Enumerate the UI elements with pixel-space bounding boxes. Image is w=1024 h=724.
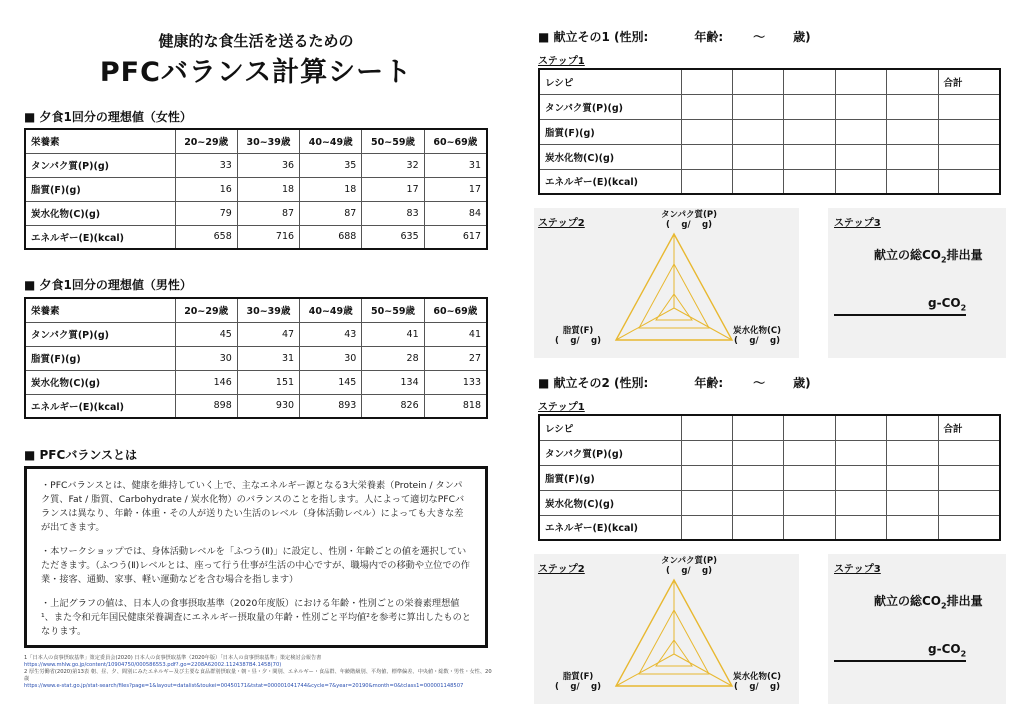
footnotes <box>24 655 492 690</box>
input-cell[interactable] <box>732 490 783 515</box>
value-cell: 27 <box>424 346 487 370</box>
value-cell: 658 <box>175 225 237 249</box>
header-cell: 30~39歳 <box>237 298 299 322</box>
recipe-row-label: レシピ <box>539 415 681 440</box>
header-cell: 20~29歳 <box>175 298 237 322</box>
header-cell: 栄養素 <box>25 298 175 322</box>
value-cell: 145 <box>300 370 362 394</box>
row-label: 脂質(F)(g) <box>25 346 175 370</box>
input-cell[interactable] <box>784 119 835 144</box>
value-cell: 45 <box>175 322 237 346</box>
total-header: 合計 <box>938 69 1000 94</box>
value-cell: 43 <box>300 322 362 346</box>
input-cell[interactable] <box>784 440 835 465</box>
input-cell[interactable] <box>887 119 938 144</box>
step2-label: ステップ2 <box>538 218 585 229</box>
recipe-row <box>539 465 1000 490</box>
total-header: 合計 <box>938 415 1000 440</box>
recipe-row <box>539 169 1000 194</box>
input-cell[interactable] <box>887 465 938 490</box>
menu-age-tilde: ～ <box>753 30 766 44</box>
input-cell[interactable] <box>835 119 886 144</box>
input-cell[interactable] <box>887 515 938 540</box>
input-cell[interactable] <box>835 144 886 169</box>
total-cell[interactable] <box>938 515 1000 540</box>
value-cell: 31 <box>237 346 299 370</box>
step3-panel <box>828 554 1006 704</box>
table-row <box>25 394 487 418</box>
page-title: PFCバランス計算シート <box>99 57 413 88</box>
input-cell[interactable] <box>732 119 783 144</box>
step2-panel <box>534 208 799 358</box>
step3-panel <box>828 208 1006 358</box>
row-label: タンパク質(P)(g) <box>25 322 175 346</box>
value-cell: 36 <box>237 153 299 177</box>
step1-label: ステップ1 <box>538 402 585 413</box>
value-cell: 16 <box>175 177 237 201</box>
input-cell[interactable] <box>681 119 732 144</box>
value-cell: 151 <box>237 370 299 394</box>
total-cell[interactable] <box>938 169 1000 194</box>
input-cell[interactable] <box>784 415 835 440</box>
step2-label: ステップ2 <box>538 564 585 575</box>
value-cell: 18 <box>300 177 362 201</box>
value-cell: 87 <box>300 201 362 225</box>
row-label: 脂質(F)(g) <box>25 177 175 201</box>
value-cell: 83 <box>362 201 424 225</box>
female-table-heading: ■ 夕食1回分の理想値（女性） <box>24 110 192 124</box>
header-cell: 栄養素 <box>25 129 175 153</box>
co2-total-label: 献立の総$CO_2$排出量 <box>874 594 983 611</box>
recipe-row-label: エネルギー(E)(kcal) <box>539 515 681 540</box>
input-cell[interactable] <box>681 490 732 515</box>
value-cell: 17 <box>424 177 487 201</box>
male-table-heading: ■ 夕食1回分の理想値（男性） <box>24 278 192 292</box>
total-cell[interactable] <box>938 440 1000 465</box>
header-cell: 20~29歳 <box>175 129 237 153</box>
menu-age-unit: 歳) <box>793 30 811 44</box>
input-cell[interactable] <box>732 69 783 94</box>
table-row <box>25 346 487 370</box>
table-row <box>25 322 487 346</box>
recipe-row <box>539 515 1000 540</box>
radar-label-fat: 脂質(F) ( g/ g) <box>555 672 601 692</box>
header-cell: 60~69歳 <box>424 298 487 322</box>
co2-unit: $g-CO_2$ <box>928 642 967 659</box>
value-cell: 898 <box>175 394 237 418</box>
input-cell[interactable] <box>835 440 886 465</box>
recipe-row-label: 脂質(F)(g) <box>539 119 681 144</box>
input-cell[interactable] <box>835 515 886 540</box>
input-cell[interactable] <box>732 94 783 119</box>
value-cell: 818 <box>424 394 487 418</box>
recipe-row <box>539 119 1000 144</box>
menu-heading <box>538 374 811 391</box>
step2-panel <box>534 554 799 704</box>
value-cell: 28 <box>362 346 424 370</box>
menu-age-tilde: ～ <box>753 376 766 390</box>
row-label: 炭水化物(C)(g) <box>25 370 175 394</box>
value-cell: 47 <box>237 322 299 346</box>
input-cell[interactable] <box>732 144 783 169</box>
table-row <box>25 225 487 249</box>
radar-label-carb: 炭水化物(C) ( g/ g) <box>732 326 781 346</box>
row-label: エネルギー(E)(kcal) <box>25 225 175 249</box>
row-label: 炭水化物(C)(g) <box>25 201 175 225</box>
value-cell: 635 <box>362 225 424 249</box>
input-cell[interactable] <box>784 144 835 169</box>
input-cell[interactable] <box>681 440 732 465</box>
female-ideal-table <box>24 128 488 250</box>
input-cell[interactable] <box>835 490 886 515</box>
co2-total-label: 献立の総$CO_2$排出量 <box>874 248 983 265</box>
radar-label-protein: タンパク質(P) ( g/ g) <box>661 210 717 230</box>
recipe-row-label: タンパク質(P)(g) <box>539 440 681 465</box>
total-cell[interactable] <box>938 490 1000 515</box>
recipe-row <box>539 69 1000 94</box>
input-cell[interactable] <box>681 69 732 94</box>
value-cell: 31 <box>424 153 487 177</box>
input-cell[interactable] <box>835 69 886 94</box>
recipe-row-label: タンパク質(P)(g) <box>539 94 681 119</box>
co2-unit: $g-CO_2$ <box>928 296 967 313</box>
input-cell[interactable] <box>732 415 783 440</box>
input-cell[interactable] <box>784 94 835 119</box>
input-cell[interactable] <box>784 69 835 94</box>
input-cell[interactable] <box>681 144 732 169</box>
input-cell[interactable] <box>887 144 938 169</box>
male-ideal-table <box>24 297 488 419</box>
input-cell[interactable] <box>887 169 938 194</box>
input-cell[interactable] <box>887 490 938 515</box>
footnote-2: 2 厚生労働省(2020)第13表 朝、昼、夕、間別にみたエネルギー及び主要な食品群別摂取量・朝・昼・夕・間別、エネルギー・食品群、年齢階級別、平均値、標準偏差、中央値・総数・男性・女性、20歳 <box>24 669 492 682</box>
table-row <box>25 177 487 201</box>
input-cell[interactable] <box>835 94 886 119</box>
recipe-row-label: レシピ <box>539 69 681 94</box>
input-cell[interactable] <box>784 515 835 540</box>
menu-age-label: 年齢: <box>694 376 724 390</box>
table-row <box>25 153 487 177</box>
input-cell[interactable] <box>732 515 783 540</box>
about-paragraph: ・PFCバランスとは、健康を維持していく上で、主なエネルギー源となる3大栄養素（Protein / タンパク質、Fat / 脂質、Carbohydrate / 炭水化物）のバランスのことを指します。人によって適切なPFCバランスは異なり、年齢・体重・その人が送りたい生活のレベル（身体活動レベル）によっても大きな差が出てきます。 <box>41 480 465 533</box>
total-cell[interactable] <box>938 94 1000 119</box>
input-cell[interactable] <box>835 169 886 194</box>
recipe-row <box>539 144 1000 169</box>
step3-label: ステップ3 <box>834 564 881 575</box>
value-cell: 133 <box>424 370 487 394</box>
recipe-row-label: 脂質(F)(g) <box>539 465 681 490</box>
input-cell[interactable] <box>681 515 732 540</box>
footnote-1: 1「日本人の食事摂取基準」策定委員会(2020) 日本人の食事摂取基準（2020年版）「日本人の食事摂取基準」策定検討会報告書 <box>24 655 322 661</box>
value-cell: 930 <box>237 394 299 418</box>
input-cell[interactable] <box>681 415 732 440</box>
footnote-2-link[interactable]: https://www.e-stat.go.jp/stat-search/files?page=1&layout=datalist&toukei=00450171&tstat=000001041744&cycle=7&year=20190&month=0&tclass1=000001148507 <box>24 683 464 689</box>
total-cell[interactable] <box>938 119 1000 144</box>
value-cell: 33 <box>175 153 237 177</box>
header-cell: 30~39歳 <box>237 129 299 153</box>
header-cell: 40~49歳 <box>300 298 362 322</box>
input-cell[interactable] <box>887 440 938 465</box>
co2-answer-line[interactable] <box>834 660 966 662</box>
menu-gender-label: ■ 献立その1 (性別: <box>538 30 649 44</box>
recipe-row <box>539 415 1000 440</box>
about-paragraph: ・上記グラフの値は、日本人の食事摂取基準（2020年度版）における年齢・性別ごとの栄養素理想値¹、また令和元年国民健康栄養調査にエネルギー摂取量の年齢・性別ごと平均値²を参考に算出したものとなります。 <box>41 598 471 637</box>
value-cell: 41 <box>362 322 424 346</box>
input-cell[interactable] <box>887 94 938 119</box>
value-cell: 87 <box>237 201 299 225</box>
value-cell: 41 <box>424 322 487 346</box>
value-cell: 146 <box>175 370 237 394</box>
header-cell: 50~59歳 <box>362 129 424 153</box>
value-cell: 35 <box>300 153 362 177</box>
recipe-row-label: エネルギー(E)(kcal) <box>539 169 681 194</box>
value-cell: 716 <box>237 225 299 249</box>
input-cell[interactable] <box>887 69 938 94</box>
step3-label: ステップ3 <box>834 218 881 229</box>
input-cell[interactable] <box>784 465 835 490</box>
value-cell: 30 <box>175 346 237 370</box>
input-cell[interactable] <box>681 169 732 194</box>
value-cell: 893 <box>300 394 362 418</box>
pfc-about-heading: ■ PFCバランスとは <box>24 448 137 462</box>
radar-label-fat: 脂質(F) ( g/ g) <box>555 326 601 346</box>
value-cell: 79 <box>175 201 237 225</box>
input-cell[interactable] <box>732 465 783 490</box>
menu-age-unit: 歳) <box>793 376 811 390</box>
input-cell[interactable] <box>887 415 938 440</box>
input-cell[interactable] <box>732 169 783 194</box>
input-cell[interactable] <box>732 440 783 465</box>
total-cell[interactable] <box>938 465 1000 490</box>
value-cell: 84 <box>424 201 487 225</box>
pfc-about-box <box>24 466 488 648</box>
input-cell[interactable] <box>835 465 886 490</box>
menu-heading <box>538 28 811 45</box>
page-subtitle: 健康的な食生活を送るための <box>158 32 354 50</box>
radar-label-protein: タンパク質(P) ( g/ g) <box>661 556 717 576</box>
co2-answer-line[interactable] <box>834 314 966 316</box>
total-cell[interactable] <box>938 144 1000 169</box>
table-row <box>25 201 487 225</box>
radar-label-carb: 炭水化物(C) ( g/ g) <box>732 672 781 692</box>
input-cell[interactable] <box>681 465 732 490</box>
value-cell: 688 <box>300 225 362 249</box>
recipe-row <box>539 94 1000 119</box>
recipe-row-label: 炭水化物(C)(g) <box>539 144 681 169</box>
value-cell: 32 <box>362 153 424 177</box>
header-cell: 60~69歳 <box>424 129 487 153</box>
header-cell: 40~49歳 <box>300 129 362 153</box>
header-cell: 50~59歳 <box>362 298 424 322</box>
recipe-table <box>538 68 1001 195</box>
footnote-1-link[interactable]: https://www.mhlw.go.jp/content/10904750/000586553.pdf?.go=2208A62002.1124387B4.1458(70) <box>24 662 282 668</box>
recipe-row-label: 炭水化物(C)(g) <box>539 490 681 515</box>
recipe-table <box>538 414 1001 541</box>
input-cell[interactable] <box>681 94 732 119</box>
recipe-row <box>539 440 1000 465</box>
table-row <box>25 370 487 394</box>
input-cell[interactable] <box>835 415 886 440</box>
value-cell: 134 <box>362 370 424 394</box>
step1-label: ステップ1 <box>538 56 585 67</box>
input-cell[interactable] <box>784 169 835 194</box>
recipe-row <box>539 490 1000 515</box>
row-label: エネルギー(E)(kcal) <box>25 394 175 418</box>
row-label: タンパク質(P)(g) <box>25 153 175 177</box>
value-cell: 617 <box>424 225 487 249</box>
menu-gender-label: ■ 献立その2 (性別: <box>538 376 649 390</box>
input-cell[interactable] <box>784 490 835 515</box>
menu-age-label: 年齢: <box>694 30 724 44</box>
value-cell: 30 <box>300 346 362 370</box>
value-cell: 18 <box>237 177 299 201</box>
value-cell: 826 <box>362 394 424 418</box>
value-cell: 17 <box>362 177 424 201</box>
about-paragraph: ・本ワークショップでは、身体活動レベルを「ふつう(Ⅱ)」に設定し、性別・年齢ごとの値を選択していただきます。（ふつう(Ⅱ)レベルとは、座って行う仕事が生活の中心ですが、職場内での移動や立位での作業・接客、通勤、家事、軽い運動などを含む場合を指します） <box>41 546 470 585</box>
